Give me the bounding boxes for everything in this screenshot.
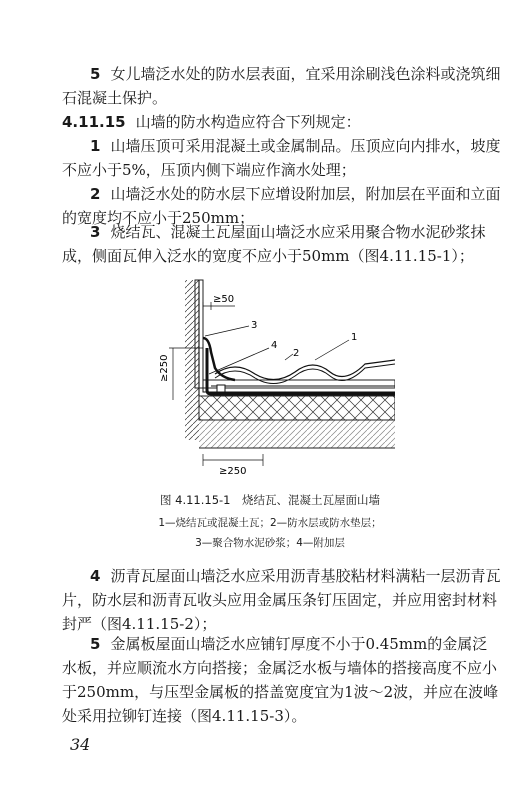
section-number: 4.11.15 [62, 113, 126, 131]
section-4-11-15 [62, 110, 502, 134]
figure-caption-legend-1: 1—烧结瓦或混凝土瓦；2—防水层或防水垫层； [158, 517, 382, 529]
item-number: 1 [90, 137, 101, 155]
paragraph-text: 烧结瓦、混凝土瓦屋面山墙泛水应采用聚合物水泥砂浆抹成，侧面瓦伸入泛水的宽度不应小于50mm（图4.11.15-1）； [62, 223, 486, 265]
paragraph-item-4 [62, 564, 502, 636]
item-number: 5 [90, 635, 101, 653]
callout-2: 2 [293, 348, 300, 359]
callout-3: 3 [251, 320, 258, 331]
figure-caption-legend-2: 3—聚合物水泥砂浆；4—附加层 [195, 537, 345, 549]
callout-1: 1 [351, 332, 358, 343]
page-number: 34 [70, 735, 91, 754]
paragraph-text: 山墙泛水处的防水层下应增设附加层，附加层在平面和立面的宽度均不应小于250mm； [62, 185, 501, 227]
gable-wall-detail-drawing [145, 268, 395, 478]
callout-4: 4 [271, 340, 278, 351]
roof-tile [215, 360, 395, 380]
dimension-top: ≥50 [213, 294, 235, 305]
paragraph-text: 金属板屋面山墙泛水应铺钉厚度不小于0.45mm的金属泛水板，并应顺流水方向搭接；金属泛水板与墙体的搭接高度不应小于250mm，与压型金属板的搭盖宽度宜为1波～2波，并应在波峰处采用拉铆钉连接（图4.11.15-3）。 [62, 635, 499, 725]
wall-hatch [185, 280, 199, 440]
section-text: 山墙的防水构造应符合下列规定： [135, 113, 361, 131]
paragraph-item-1 [62, 134, 502, 182]
paragraph-item-5b [62, 632, 502, 728]
item-number: 2 [90, 185, 101, 203]
dimension-side: ≥250 [159, 354, 170, 382]
item-number: 3 [90, 223, 101, 241]
paragraph-item-5 [62, 62, 502, 110]
item-number: 4 [90, 567, 101, 585]
paragraph-text: 女儿墙泛水处的防水层表面，宜采用涂刷浅色涂料或浇筑细石混凝土保护。 [62, 65, 501, 107]
paragraph-text: 山墙压顶可采用混凝土或金属制品。压顶应向内排水，坡度不应小于5%，压顶内侧下端应作滴水处理； [62, 137, 501, 179]
item-number: 5 [90, 65, 101, 83]
paragraph-text: 沥青瓦屋面山墙泛水应采用沥青基胶粘材料满粘一层沥青瓦片，防水层和沥青瓦收头应用金属压条钉压固定，并应用密封材料封严（图4.11.15-2）； [62, 567, 501, 633]
roof-slab [199, 396, 395, 420]
paragraph-item-3 [62, 220, 502, 268]
dimension-bottom: ≥250 [219, 466, 247, 477]
base-layer [199, 420, 395, 448]
figure-caption-title: 图 4.11.15-1 烧结瓦、混凝土瓦屋面山墙 [159, 493, 380, 507]
